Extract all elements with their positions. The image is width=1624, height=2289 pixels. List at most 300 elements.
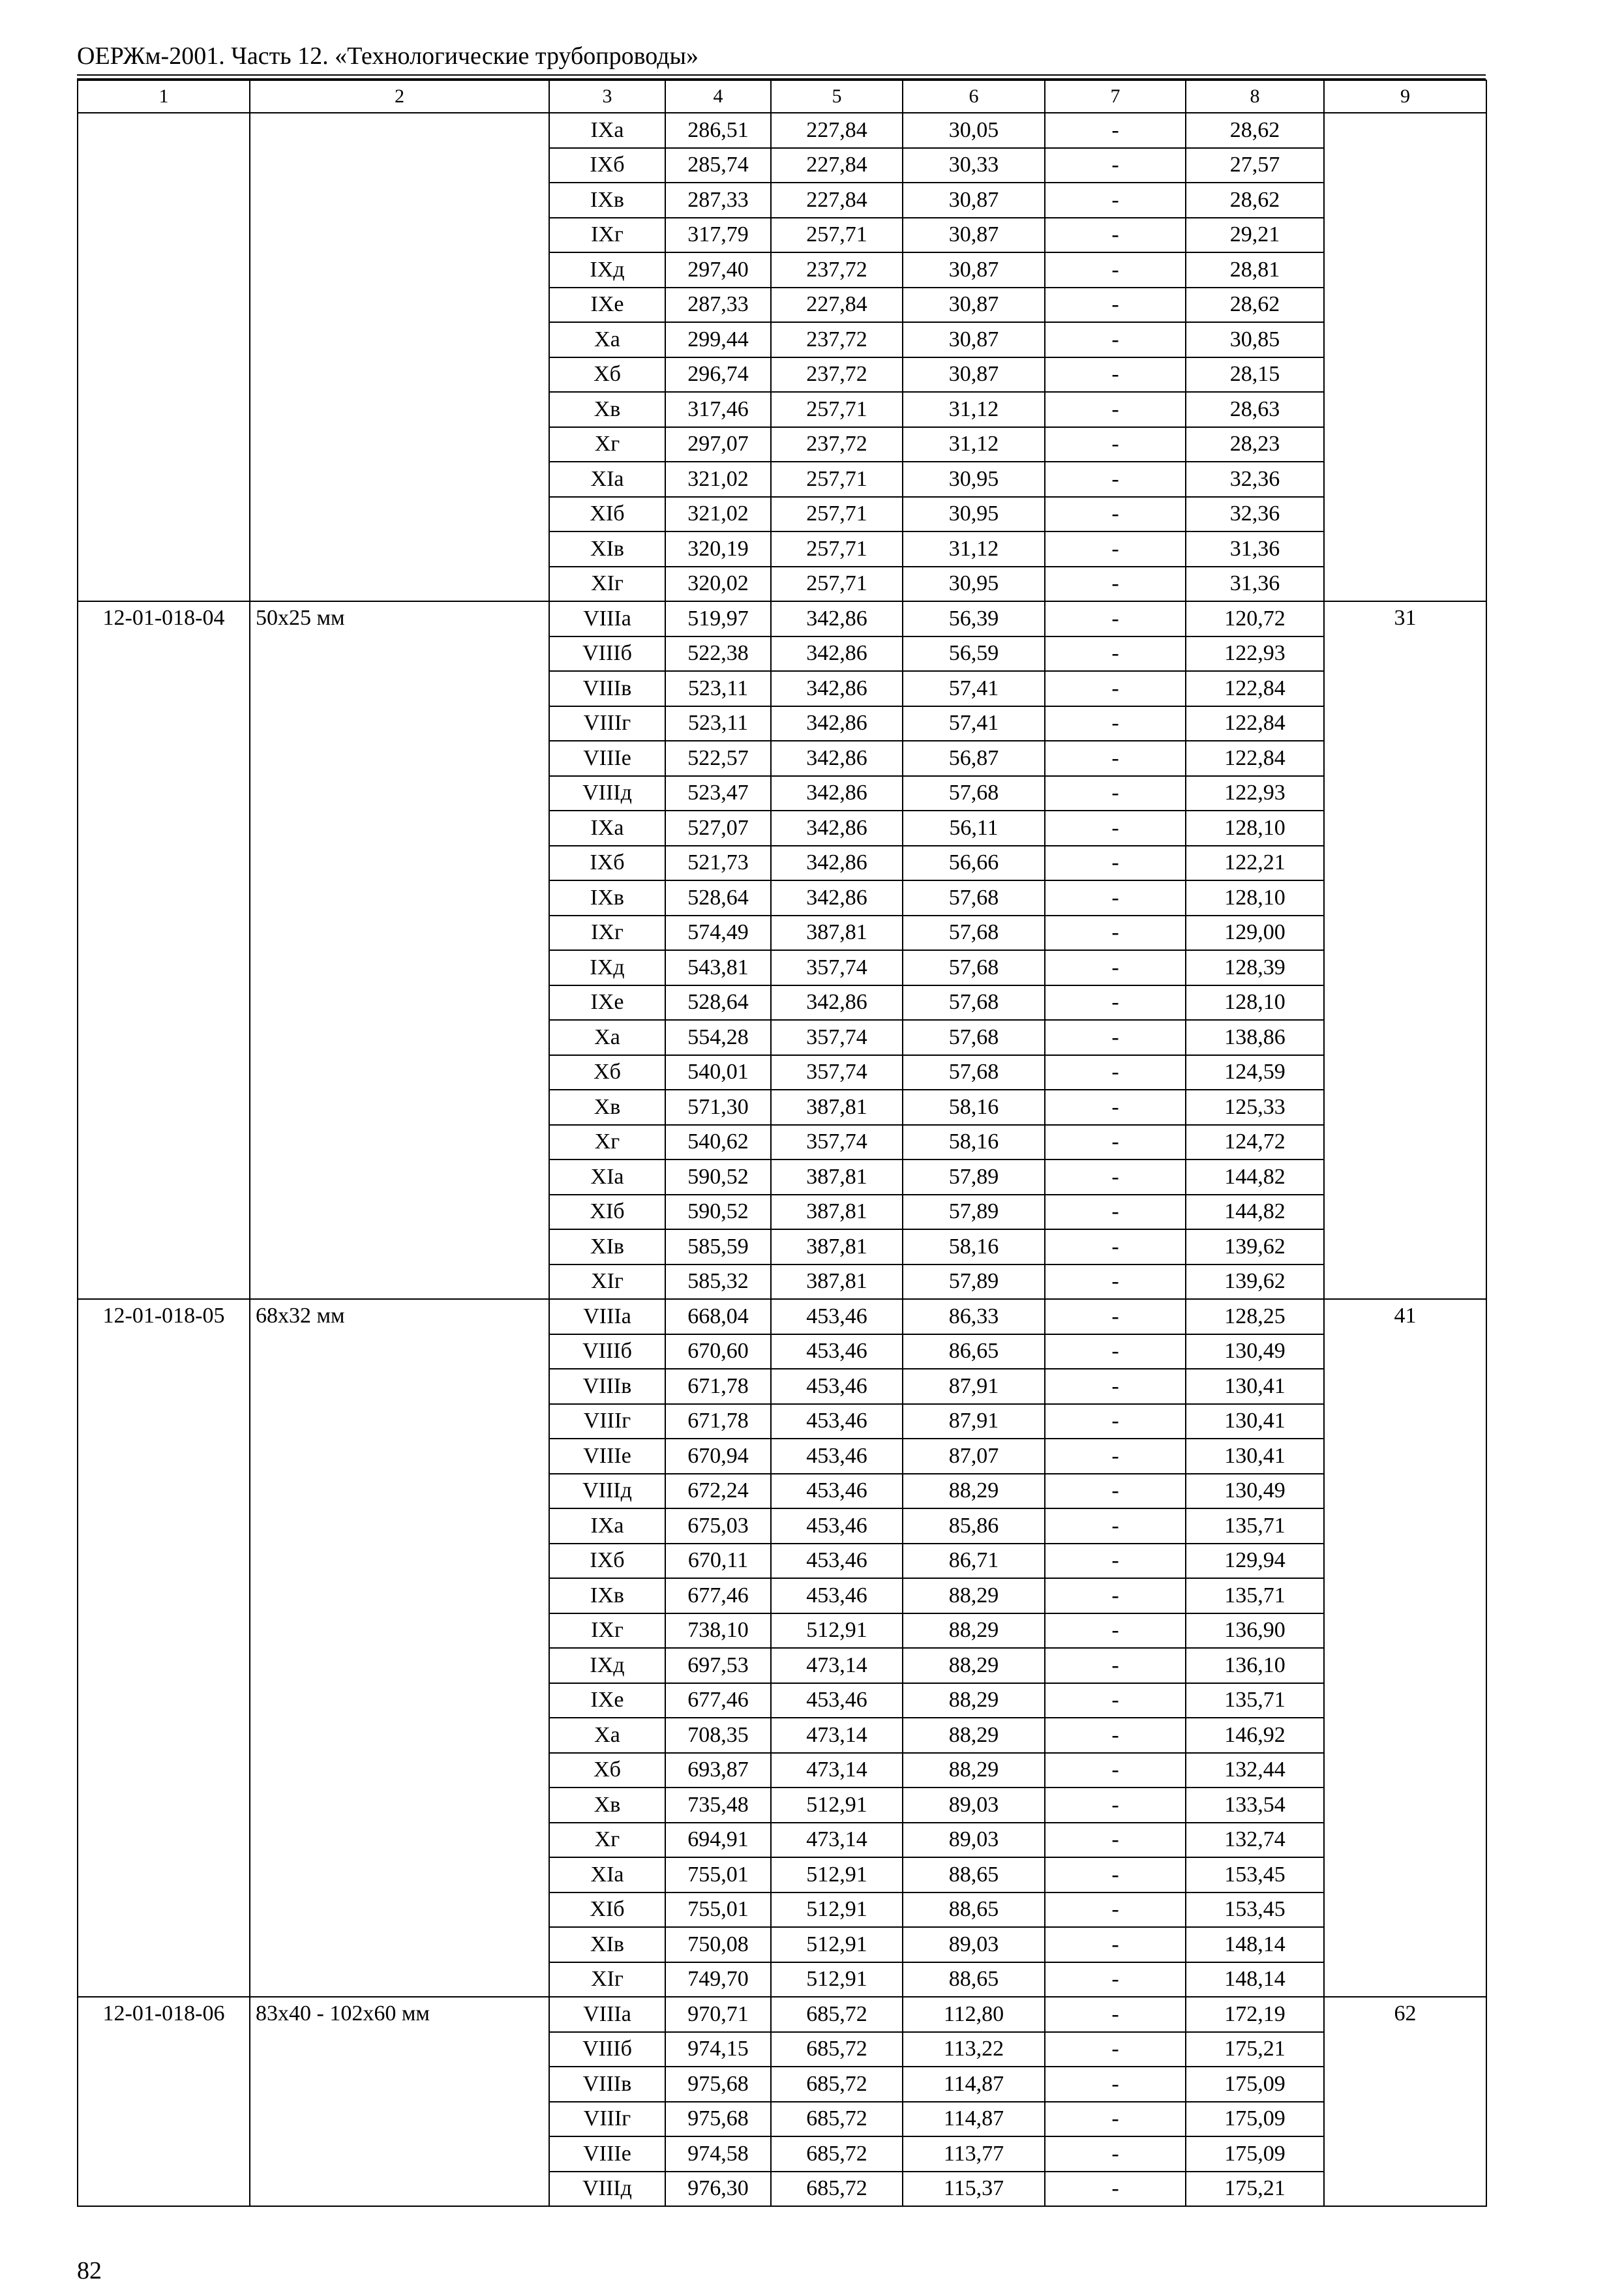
labor-cost-cell: 685,72 xyxy=(771,2136,903,2172)
machine-cost-cell: 88,29 xyxy=(903,1648,1045,1683)
machine-cost-cell: 57,89 xyxy=(903,1195,1045,1230)
total-cost-cell: 522,38 xyxy=(665,636,771,672)
machine-cost-cell: 112,80 xyxy=(903,1997,1045,2032)
machinist-wage-cell: - xyxy=(1045,1613,1186,1649)
wage-category-cell: Xв xyxy=(549,1788,665,1823)
machinist-wage-cell: - xyxy=(1045,531,1186,567)
labor-cost-cell: 512,91 xyxy=(771,1788,903,1823)
machinist-wage-cell: - xyxy=(1045,1927,1186,1962)
rate-code: 12-01-018-04 xyxy=(78,601,250,1299)
machine-cost-cell: 88,65 xyxy=(903,1893,1045,1928)
total-cost-cell: 285,74 xyxy=(665,148,771,183)
labor-cost-cell: 473,14 xyxy=(771,1718,903,1753)
rate-name: 83х40 - 102х60 мм xyxy=(250,1997,549,2206)
material-cost-cell: 28,23 xyxy=(1186,427,1324,462)
machinist-wage-cell: - xyxy=(1045,288,1186,323)
machinist-wage-cell: - xyxy=(1045,1474,1186,1509)
machine-cost-cell: 88,29 xyxy=(903,1683,1045,1718)
machine-cost-cell: 30,33 xyxy=(903,148,1045,183)
total-cost-cell: 528,64 xyxy=(665,985,771,1021)
material-cost-cell: 130,49 xyxy=(1186,1334,1324,1369)
material-cost-cell: 128,10 xyxy=(1186,985,1324,1021)
total-cost-cell: 554,28 xyxy=(665,1020,771,1055)
labor-cost-cell: 257,71 xyxy=(771,218,903,253)
wage-category-cell: Xа xyxy=(549,1020,665,1055)
machinist-wage-cell: - xyxy=(1045,706,1186,741)
machine-cost-cell: 57,41 xyxy=(903,671,1045,706)
machine-cost-cell: 87,91 xyxy=(903,1404,1045,1439)
machine-cost-cell: 57,68 xyxy=(903,1020,1045,1055)
total-cost-cell: 523,11 xyxy=(665,671,771,706)
labor-cost-cell: 342,86 xyxy=(771,636,903,672)
machine-cost-cell: 58,16 xyxy=(903,1229,1045,1264)
material-cost-cell: 122,93 xyxy=(1186,776,1324,811)
labor-cost-cell: 387,81 xyxy=(771,1195,903,1230)
column-9-value: 41 xyxy=(1324,1299,1486,1997)
labor-cost-cell: 227,84 xyxy=(771,183,903,218)
total-cost-cell: 708,35 xyxy=(665,1718,771,1753)
material-cost-cell: 128,39 xyxy=(1186,950,1324,985)
material-cost-cell: 128,10 xyxy=(1186,811,1324,846)
machinist-wage-cell: - xyxy=(1045,1055,1186,1090)
labor-cost-cell: 357,74 xyxy=(771,1020,903,1055)
wage-category-cell: VIIIв xyxy=(549,671,665,706)
machinist-wage-cell: - xyxy=(1045,2136,1186,2172)
column-9-value xyxy=(1324,113,1486,601)
machine-cost-cell: 31,12 xyxy=(903,531,1045,567)
wage-category-cell: VIIIе xyxy=(549,2136,665,2172)
column-number: 1 xyxy=(78,80,250,113)
machinist-wage-cell: - xyxy=(1045,2102,1186,2137)
labor-cost-cell: 227,84 xyxy=(771,288,903,323)
wage-category-cell: IXб xyxy=(549,148,665,183)
labor-cost-cell: 342,86 xyxy=(771,811,903,846)
material-cost-cell: 144,82 xyxy=(1186,1195,1324,1230)
wage-category-cell: VIIIа xyxy=(549,601,665,636)
column-number: 8 xyxy=(1186,80,1324,113)
labor-cost-cell: 342,86 xyxy=(771,706,903,741)
machinist-wage-cell: - xyxy=(1045,322,1186,357)
machine-cost-cell: 57,68 xyxy=(903,1055,1045,1090)
material-cost-cell: 130,41 xyxy=(1186,1404,1324,1439)
labor-cost-cell: 257,71 xyxy=(771,567,903,602)
wage-category-cell: VIIIа xyxy=(549,1299,665,1334)
machine-cost-cell: 89,03 xyxy=(903,1823,1045,1858)
material-cost-cell: 27,57 xyxy=(1186,148,1324,183)
wage-category-cell: Xг xyxy=(549,427,665,462)
total-cost-cell: 590,52 xyxy=(665,1195,771,1230)
total-cost-cell: 585,32 xyxy=(665,1264,771,1300)
machine-cost-cell: 56,66 xyxy=(903,846,1045,881)
wage-category-cell: XIб xyxy=(549,1195,665,1230)
wage-category-cell: XIв xyxy=(549,1229,665,1264)
material-cost-cell: 129,00 xyxy=(1186,916,1324,951)
labor-cost-cell: 387,81 xyxy=(771,1229,903,1264)
labor-cost-cell: 473,14 xyxy=(771,1823,903,1858)
wage-category-cell: IXб xyxy=(549,846,665,881)
wage-category-cell: XIг xyxy=(549,1264,665,1300)
total-cost-cell: 519,97 xyxy=(665,601,771,636)
wage-category-cell: XIг xyxy=(549,1962,665,1997)
machine-cost-cell: 113,22 xyxy=(903,2032,1045,2067)
wage-category-cell: IXг xyxy=(549,218,665,253)
labor-cost-cell: 685,72 xyxy=(771,2172,903,2207)
labor-cost-cell: 453,46 xyxy=(771,1474,903,1509)
table-row xyxy=(78,601,1486,636)
machine-cost-cell: 30,87 xyxy=(903,252,1045,288)
material-cost-cell: 136,90 xyxy=(1186,1613,1324,1649)
material-cost-cell: 135,71 xyxy=(1186,1508,1324,1544)
labor-cost-cell: 357,74 xyxy=(771,950,903,985)
labor-cost-cell: 473,14 xyxy=(771,1753,903,1788)
total-cost-cell: 287,33 xyxy=(665,288,771,323)
total-cost-cell: 750,08 xyxy=(665,1927,771,1962)
labor-cost-cell: 453,46 xyxy=(771,1439,903,1474)
machinist-wage-cell: - xyxy=(1045,357,1186,393)
column-number: 2 xyxy=(250,80,549,113)
machinist-wage-cell: - xyxy=(1045,1090,1186,1125)
material-cost-cell: 122,84 xyxy=(1186,671,1324,706)
total-cost-cell: 670,11 xyxy=(665,1544,771,1579)
labor-cost-cell: 237,72 xyxy=(771,322,903,357)
wage-category-cell: VIIIе xyxy=(549,741,665,776)
column-number: 3 xyxy=(549,80,665,113)
machine-cost-cell: 88,29 xyxy=(903,1753,1045,1788)
machine-cost-cell: 88,29 xyxy=(903,1718,1045,1753)
total-cost-cell: 299,44 xyxy=(665,322,771,357)
labor-cost-cell: 512,91 xyxy=(771,1893,903,1928)
machinist-wage-cell: - xyxy=(1045,880,1186,916)
total-cost-cell: 735,48 xyxy=(665,1788,771,1823)
machinist-wage-cell: - xyxy=(1045,671,1186,706)
header-rule xyxy=(77,74,1486,76)
machine-cost-cell: 56,87 xyxy=(903,741,1045,776)
labor-cost-cell: 453,46 xyxy=(771,1544,903,1579)
labor-cost-cell: 685,72 xyxy=(771,2067,903,2102)
material-cost-cell: 175,21 xyxy=(1186,2032,1324,2067)
material-cost-cell: 28,81 xyxy=(1186,252,1324,288)
total-cost-cell: 297,40 xyxy=(665,252,771,288)
rate-code: 12-01-018-05 xyxy=(78,1299,250,1997)
column-9-value: 31 xyxy=(1324,601,1486,1299)
wage-category-cell: IXа xyxy=(549,113,665,148)
material-cost-cell: 175,09 xyxy=(1186,2067,1324,2102)
wage-category-cell: VIIIа xyxy=(549,1997,665,2032)
machinist-wage-cell: - xyxy=(1045,601,1186,636)
total-cost-cell: 693,87 xyxy=(665,1753,771,1788)
wage-category-cell: IXв xyxy=(549,1578,665,1613)
total-cost-cell: 671,78 xyxy=(665,1369,771,1404)
machinist-wage-cell: - xyxy=(1045,497,1186,532)
material-cost-cell: 175,09 xyxy=(1186,2102,1324,2137)
labor-cost-cell: 257,71 xyxy=(771,462,903,497)
machine-cost-cell: 57,41 xyxy=(903,706,1045,741)
wage-category-cell: XIв xyxy=(549,1927,665,1962)
table-row xyxy=(78,1299,1486,1334)
labor-cost-cell: 387,81 xyxy=(771,1090,903,1125)
total-cost-cell: 585,59 xyxy=(665,1229,771,1264)
labor-cost-cell: 342,86 xyxy=(771,601,903,636)
material-cost-cell: 135,71 xyxy=(1186,1683,1324,1718)
material-cost-cell: 122,84 xyxy=(1186,741,1324,776)
labor-cost-cell: 453,46 xyxy=(771,1299,903,1334)
machine-cost-cell: 56,39 xyxy=(903,601,1045,636)
labor-cost-cell: 453,46 xyxy=(771,1683,903,1718)
wage-category-cell: XIг xyxy=(549,567,665,602)
machine-cost-cell: 86,65 xyxy=(903,1334,1045,1369)
total-cost-cell: 975,68 xyxy=(665,2067,771,2102)
material-cost-cell: 138,86 xyxy=(1186,1020,1324,1055)
material-cost-cell: 135,71 xyxy=(1186,1578,1324,1613)
machinist-wage-cell: - xyxy=(1045,1229,1186,1264)
wage-category-cell: VIIIе xyxy=(549,1439,665,1474)
material-cost-cell: 153,45 xyxy=(1186,1893,1324,1928)
wage-category-cell: IXд xyxy=(549,950,665,985)
wage-category-cell: Xв xyxy=(549,392,665,427)
column-number: 4 xyxy=(665,80,771,113)
machine-cost-cell: 57,68 xyxy=(903,916,1045,951)
wage-category-cell: IXа xyxy=(549,1508,665,1544)
machinist-wage-cell: - xyxy=(1045,1753,1186,1788)
column-number: 7 xyxy=(1045,80,1186,113)
material-cost-cell: 28,62 xyxy=(1186,113,1324,148)
labor-cost-cell: 453,46 xyxy=(771,1404,903,1439)
machine-cost-cell: 57,68 xyxy=(903,985,1045,1021)
machine-cost-cell: 56,59 xyxy=(903,636,1045,672)
total-cost-cell: 527,07 xyxy=(665,811,771,846)
total-cost-cell: 670,94 xyxy=(665,1439,771,1474)
total-cost-cell: 297,07 xyxy=(665,427,771,462)
total-cost-cell: 574,49 xyxy=(665,916,771,951)
column-number: 6 xyxy=(903,80,1045,113)
machine-cost-cell: 30,95 xyxy=(903,567,1045,602)
wage-category-cell: IXе xyxy=(549,1683,665,1718)
machine-cost-cell: 30,95 xyxy=(903,462,1045,497)
machine-cost-cell: 88,29 xyxy=(903,1474,1045,1509)
total-cost-cell: 677,46 xyxy=(665,1683,771,1718)
table-row xyxy=(78,1997,1486,2032)
table-row xyxy=(78,113,1486,148)
machinist-wage-cell: - xyxy=(1045,1334,1186,1369)
machine-cost-cell: 88,65 xyxy=(903,1857,1045,1893)
material-cost-cell: 130,41 xyxy=(1186,1439,1324,1474)
total-cost-cell: 697,53 xyxy=(665,1648,771,1683)
total-cost-cell: 287,33 xyxy=(665,183,771,218)
wage-category-cell: VIIIг xyxy=(549,2102,665,2137)
machine-cost-cell: 57,68 xyxy=(903,880,1045,916)
machinist-wage-cell: - xyxy=(1045,916,1186,951)
labor-cost-cell: 342,86 xyxy=(771,880,903,916)
labor-cost-cell: 685,72 xyxy=(771,2102,903,2137)
material-cost-cell: 32,36 xyxy=(1186,462,1324,497)
material-cost-cell: 172,19 xyxy=(1186,1997,1324,2032)
machinist-wage-cell: - xyxy=(1045,846,1186,881)
machinist-wage-cell: - xyxy=(1045,950,1186,985)
total-cost-cell: 974,58 xyxy=(665,2136,771,2172)
machine-cost-cell: 114,87 xyxy=(903,2102,1045,2137)
page-header: ОЕРЖм-2001. Часть 12. «Технологические трубопроводы» xyxy=(77,42,699,70)
machinist-wage-cell: - xyxy=(1045,1195,1186,1230)
total-cost-cell: 522,57 xyxy=(665,741,771,776)
material-cost-cell: 122,84 xyxy=(1186,706,1324,741)
total-cost-cell: 668,04 xyxy=(665,1299,771,1334)
wage-category-cell: VIIIг xyxy=(549,706,665,741)
machinist-wage-cell: - xyxy=(1045,811,1186,846)
wage-category-cell: XIб xyxy=(549,497,665,532)
column-number: 5 xyxy=(771,80,903,113)
total-cost-cell: 528,64 xyxy=(665,880,771,916)
machinist-wage-cell: - xyxy=(1045,1125,1186,1160)
wage-category-cell: IXг xyxy=(549,1613,665,1649)
machinist-wage-cell: - xyxy=(1045,776,1186,811)
labor-cost-cell: 685,72 xyxy=(771,1997,903,2032)
labor-cost-cell: 342,86 xyxy=(771,776,903,811)
machine-cost-cell: 30,05 xyxy=(903,113,1045,148)
wage-category-cell: VIIIг xyxy=(549,1404,665,1439)
material-cost-cell: 31,36 xyxy=(1186,531,1324,567)
machinist-wage-cell: - xyxy=(1045,218,1186,253)
machinist-wage-cell: - xyxy=(1045,636,1186,672)
machine-cost-cell: 30,87 xyxy=(903,288,1045,323)
machine-cost-cell: 88,29 xyxy=(903,1578,1045,1613)
wage-category-cell: Xг xyxy=(549,1823,665,1858)
material-cost-cell: 175,09 xyxy=(1186,2136,1324,2172)
material-cost-cell: 132,74 xyxy=(1186,1823,1324,1858)
machinist-wage-cell: - xyxy=(1045,1718,1186,1753)
machinist-wage-cell: - xyxy=(1045,1264,1186,1300)
material-cost-cell: 130,41 xyxy=(1186,1369,1324,1404)
machine-cost-cell: 86,33 xyxy=(903,1299,1045,1334)
rate-name: 50х25 мм xyxy=(250,601,549,1299)
labor-cost-cell: 387,81 xyxy=(771,1159,903,1195)
wage-category-cell: XIб xyxy=(549,1893,665,1928)
labor-cost-cell: 227,84 xyxy=(771,113,903,148)
material-cost-cell: 124,59 xyxy=(1186,1055,1324,1090)
total-cost-cell: 677,46 xyxy=(665,1578,771,1613)
total-cost-cell: 571,30 xyxy=(665,1090,771,1125)
material-cost-cell: 146,92 xyxy=(1186,1718,1324,1753)
machinist-wage-cell: - xyxy=(1045,1997,1186,2032)
total-cost-cell: 296,74 xyxy=(665,357,771,393)
labor-cost-cell: 227,84 xyxy=(771,148,903,183)
machinist-wage-cell: - xyxy=(1045,1578,1186,1613)
machinist-wage-cell: - xyxy=(1045,392,1186,427)
total-cost-cell: 523,47 xyxy=(665,776,771,811)
labor-cost-cell: 512,91 xyxy=(771,1857,903,1893)
machinist-wage-cell: - xyxy=(1045,183,1186,218)
material-cost-cell: 139,62 xyxy=(1186,1264,1324,1300)
total-cost-cell: 975,68 xyxy=(665,2102,771,2137)
material-cost-cell: 31,36 xyxy=(1186,567,1324,602)
machine-cost-cell: 30,95 xyxy=(903,497,1045,532)
machine-cost-cell: 89,03 xyxy=(903,1788,1045,1823)
material-cost-cell: 175,21 xyxy=(1186,2172,1324,2207)
labor-cost-cell: 237,72 xyxy=(771,357,903,393)
machine-cost-cell: 56,11 xyxy=(903,811,1045,846)
total-cost-cell: 675,03 xyxy=(665,1508,771,1544)
labor-cost-cell: 453,46 xyxy=(771,1508,903,1544)
total-cost-cell: 694,91 xyxy=(665,1823,771,1858)
machine-cost-cell: 86,71 xyxy=(903,1544,1045,1579)
wage-category-cell: IXв xyxy=(549,183,665,218)
material-cost-cell: 128,25 xyxy=(1186,1299,1324,1334)
material-cost-cell: 132,44 xyxy=(1186,1753,1324,1788)
machine-cost-cell: 113,77 xyxy=(903,2136,1045,2172)
machine-cost-cell: 114,87 xyxy=(903,2067,1045,2102)
material-cost-cell: 30,85 xyxy=(1186,322,1324,357)
total-cost-cell: 749,70 xyxy=(665,1962,771,1997)
machinist-wage-cell: - xyxy=(1045,985,1186,1021)
labor-cost-cell: 357,74 xyxy=(771,1125,903,1160)
wage-category-cell: VIIIд xyxy=(549,1474,665,1509)
material-cost-cell: 136,10 xyxy=(1186,1648,1324,1683)
total-cost-cell: 672,24 xyxy=(665,1474,771,1509)
machinist-wage-cell: - xyxy=(1045,1544,1186,1579)
wage-category-cell: XIа xyxy=(549,462,665,497)
total-cost-cell: 755,01 xyxy=(665,1893,771,1928)
machine-cost-cell: 87,91 xyxy=(903,1369,1045,1404)
labor-cost-cell: 473,14 xyxy=(771,1648,903,1683)
total-cost-cell: 755,01 xyxy=(665,1857,771,1893)
material-cost-cell: 120,72 xyxy=(1186,601,1324,636)
labor-cost-cell: 685,72 xyxy=(771,2032,903,2067)
total-cost-cell: 320,19 xyxy=(665,531,771,567)
machinist-wage-cell: - xyxy=(1045,1439,1186,1474)
total-cost-cell: 286,51 xyxy=(665,113,771,148)
machinist-wage-cell: - xyxy=(1045,1962,1186,1997)
labor-cost-cell: 342,86 xyxy=(771,741,903,776)
wage-category-cell: XIа xyxy=(549,1159,665,1195)
wage-category-cell: IXг xyxy=(549,916,665,951)
total-cost-cell: 738,10 xyxy=(665,1613,771,1649)
machinist-wage-cell: - xyxy=(1045,427,1186,462)
machine-cost-cell: 88,65 xyxy=(903,1962,1045,1997)
material-cost-cell: 122,93 xyxy=(1186,636,1324,672)
wage-category-cell: VIIIв xyxy=(549,2067,665,2102)
labor-cost-cell: 237,72 xyxy=(771,252,903,288)
material-cost-cell: 125,33 xyxy=(1186,1090,1324,1125)
material-cost-cell: 124,72 xyxy=(1186,1125,1324,1160)
rate-name: 68х32 мм xyxy=(250,1299,549,1997)
labor-cost-cell: 257,71 xyxy=(771,392,903,427)
material-cost-cell: 28,62 xyxy=(1186,183,1324,218)
total-cost-cell: 523,11 xyxy=(665,706,771,741)
total-cost-cell: 540,62 xyxy=(665,1125,771,1160)
column-number: 9 xyxy=(1324,80,1486,113)
machinist-wage-cell: - xyxy=(1045,741,1186,776)
wage-category-cell: Xб xyxy=(549,357,665,393)
wage-category-cell: IXе xyxy=(549,288,665,323)
material-cost-cell: 28,63 xyxy=(1186,392,1324,427)
labor-cost-cell: 342,86 xyxy=(771,846,903,881)
machinist-wage-cell: - xyxy=(1045,1823,1186,1858)
rate-code xyxy=(78,113,250,601)
labor-cost-cell: 512,91 xyxy=(771,1927,903,1962)
machinist-wage-cell: - xyxy=(1045,148,1186,183)
machinist-wage-cell: - xyxy=(1045,1159,1186,1195)
machine-cost-cell: 87,07 xyxy=(903,1439,1045,1474)
machinist-wage-cell: - xyxy=(1045,567,1186,602)
wage-category-cell: Xа xyxy=(549,1718,665,1753)
material-cost-cell: 130,49 xyxy=(1186,1474,1324,1509)
labor-cost-cell: 453,46 xyxy=(771,1369,903,1404)
machinist-wage-cell: - xyxy=(1045,462,1186,497)
machine-cost-cell: 31,12 xyxy=(903,427,1045,462)
wage-category-cell: VIIIб xyxy=(549,2032,665,2067)
machinist-wage-cell: - xyxy=(1045,1404,1186,1439)
machinist-wage-cell: - xyxy=(1045,1369,1186,1404)
page-number: 82 xyxy=(77,2257,102,2284)
